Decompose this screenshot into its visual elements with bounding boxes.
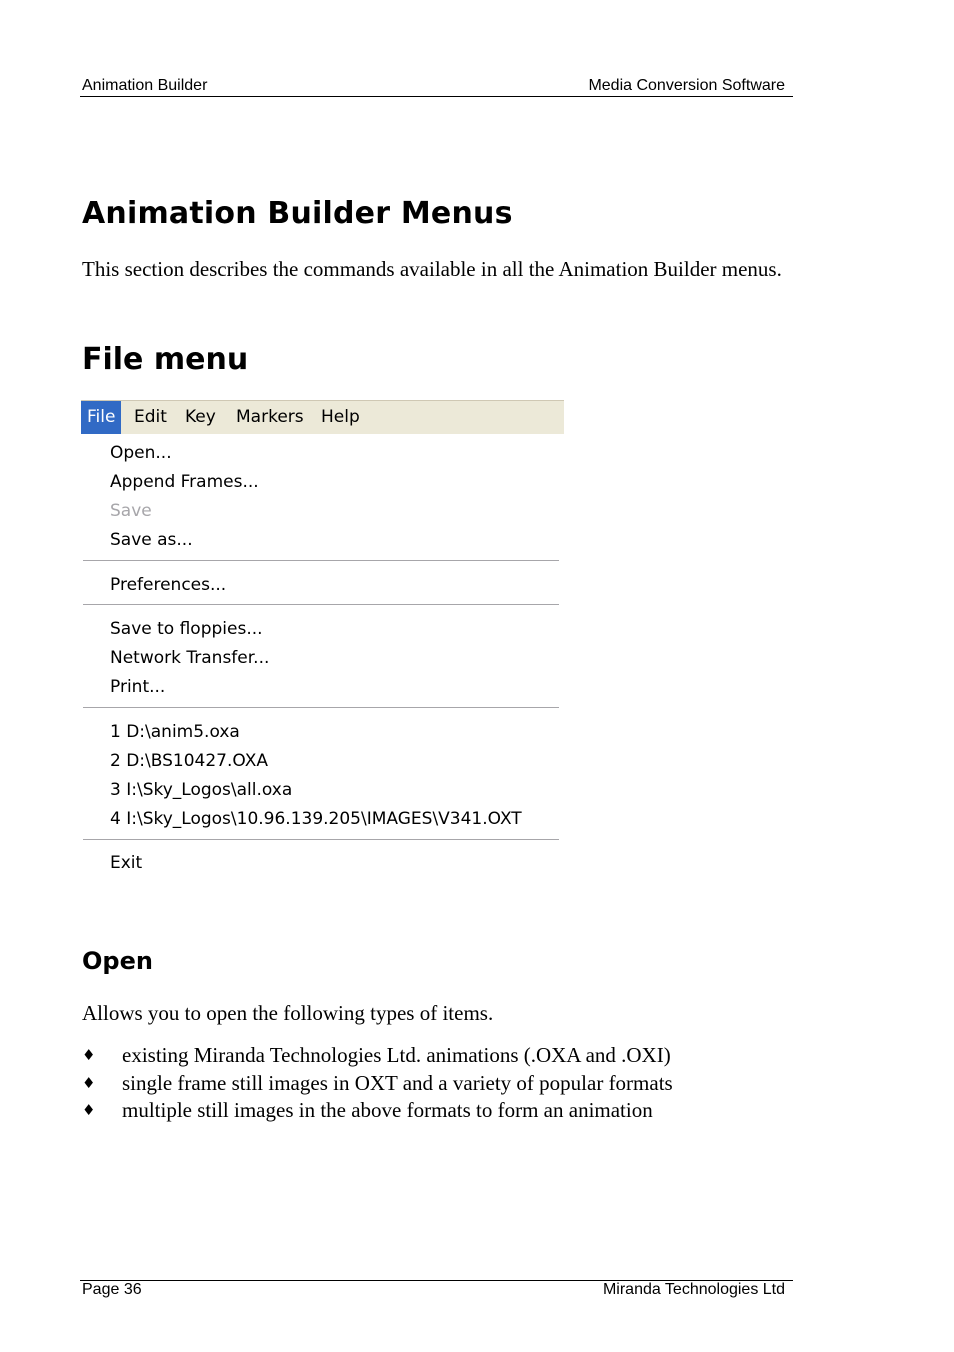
list-item [82,1070,802,1098]
footer-page-number: Page 36 [82,1281,142,1298]
menu-item-exit[interactable]: Exit [110,853,143,873]
menu-bar [81,400,564,435]
menubar-key[interactable]: Key [185,407,216,427]
open-heading: Open [82,947,153,975]
menu-item-save-as[interactable]: Save as... [110,530,193,550]
open-bullet-list [82,1042,802,1125]
page-title: Animation Builder Menus [82,196,513,231]
menu-item-recent-1[interactable]: 1 D:\anim5.oxa [110,722,240,742]
diamond-bullet-icon: ♦ [82,1101,96,1119]
menu-item-preferences[interactable]: Preferences... [110,575,227,595]
open-description: Allows you to open the following types of items. [82,1001,494,1025]
menu-item-save: Save [110,501,152,521]
page-footer [80,1280,793,1302]
list-item [82,1042,802,1070]
bullet-text: existing Miranda Technologies Ltd. animations (.OXA and .OXI) [122,1043,671,1067]
menu-item-save-to-floppies[interactable]: Save to floppies... [110,619,263,639]
diamond-bullet-icon: ♦ [82,1073,96,1092]
file-menu-dropdown [81,434,564,884]
menu-item-print[interactable]: Print... [110,677,166,697]
menu-item-recent-3[interactable]: 3 I:\Sky_Logos\all.oxa [110,780,293,800]
header-left: Animation Builder [82,77,208,94]
intro-paragraph: This section describes the commands available in all the Animation Builder menus. [82,257,782,281]
page-header [80,77,793,97]
menubar-file[interactable]: File [81,401,121,434]
menu-separator [83,707,559,709]
menu-separator [83,839,559,841]
menu-item-open[interactable]: Open... [110,443,172,463]
diamond-bullet-icon: ♦ [82,1046,96,1064]
footer-company: Miranda Technologies Ltd [602,1281,785,1298]
menubar-help[interactable]: Help [321,407,360,427]
file-menu-heading: File menu [82,342,249,377]
bullet-text: single frame still images in OXT and a variety of popular formats [122,1070,673,1095]
menu-separator [83,560,559,562]
menu-item-network-transfer[interactable]: Network Transfer... [110,648,270,668]
list-item [82,1097,802,1125]
bullet-text: multiple still images in the above formats to form an animation [122,1098,653,1122]
menubar-markers[interactable]: Markers [236,407,304,427]
menubar-edit[interactable]: Edit [134,407,167,427]
menu-item-recent-2[interactable]: 2 D:\BS10427.OXA [110,751,268,771]
menu-item-append-frames[interactable]: Append Frames... [110,472,259,492]
menu-item-recent-4[interactable]: 4 I:\Sky_Logos\10.96.139.205\IMAGES\V341.OXT [110,809,522,829]
header-right: Media Conversion Software [588,77,785,94]
menu-separator [83,604,559,606]
